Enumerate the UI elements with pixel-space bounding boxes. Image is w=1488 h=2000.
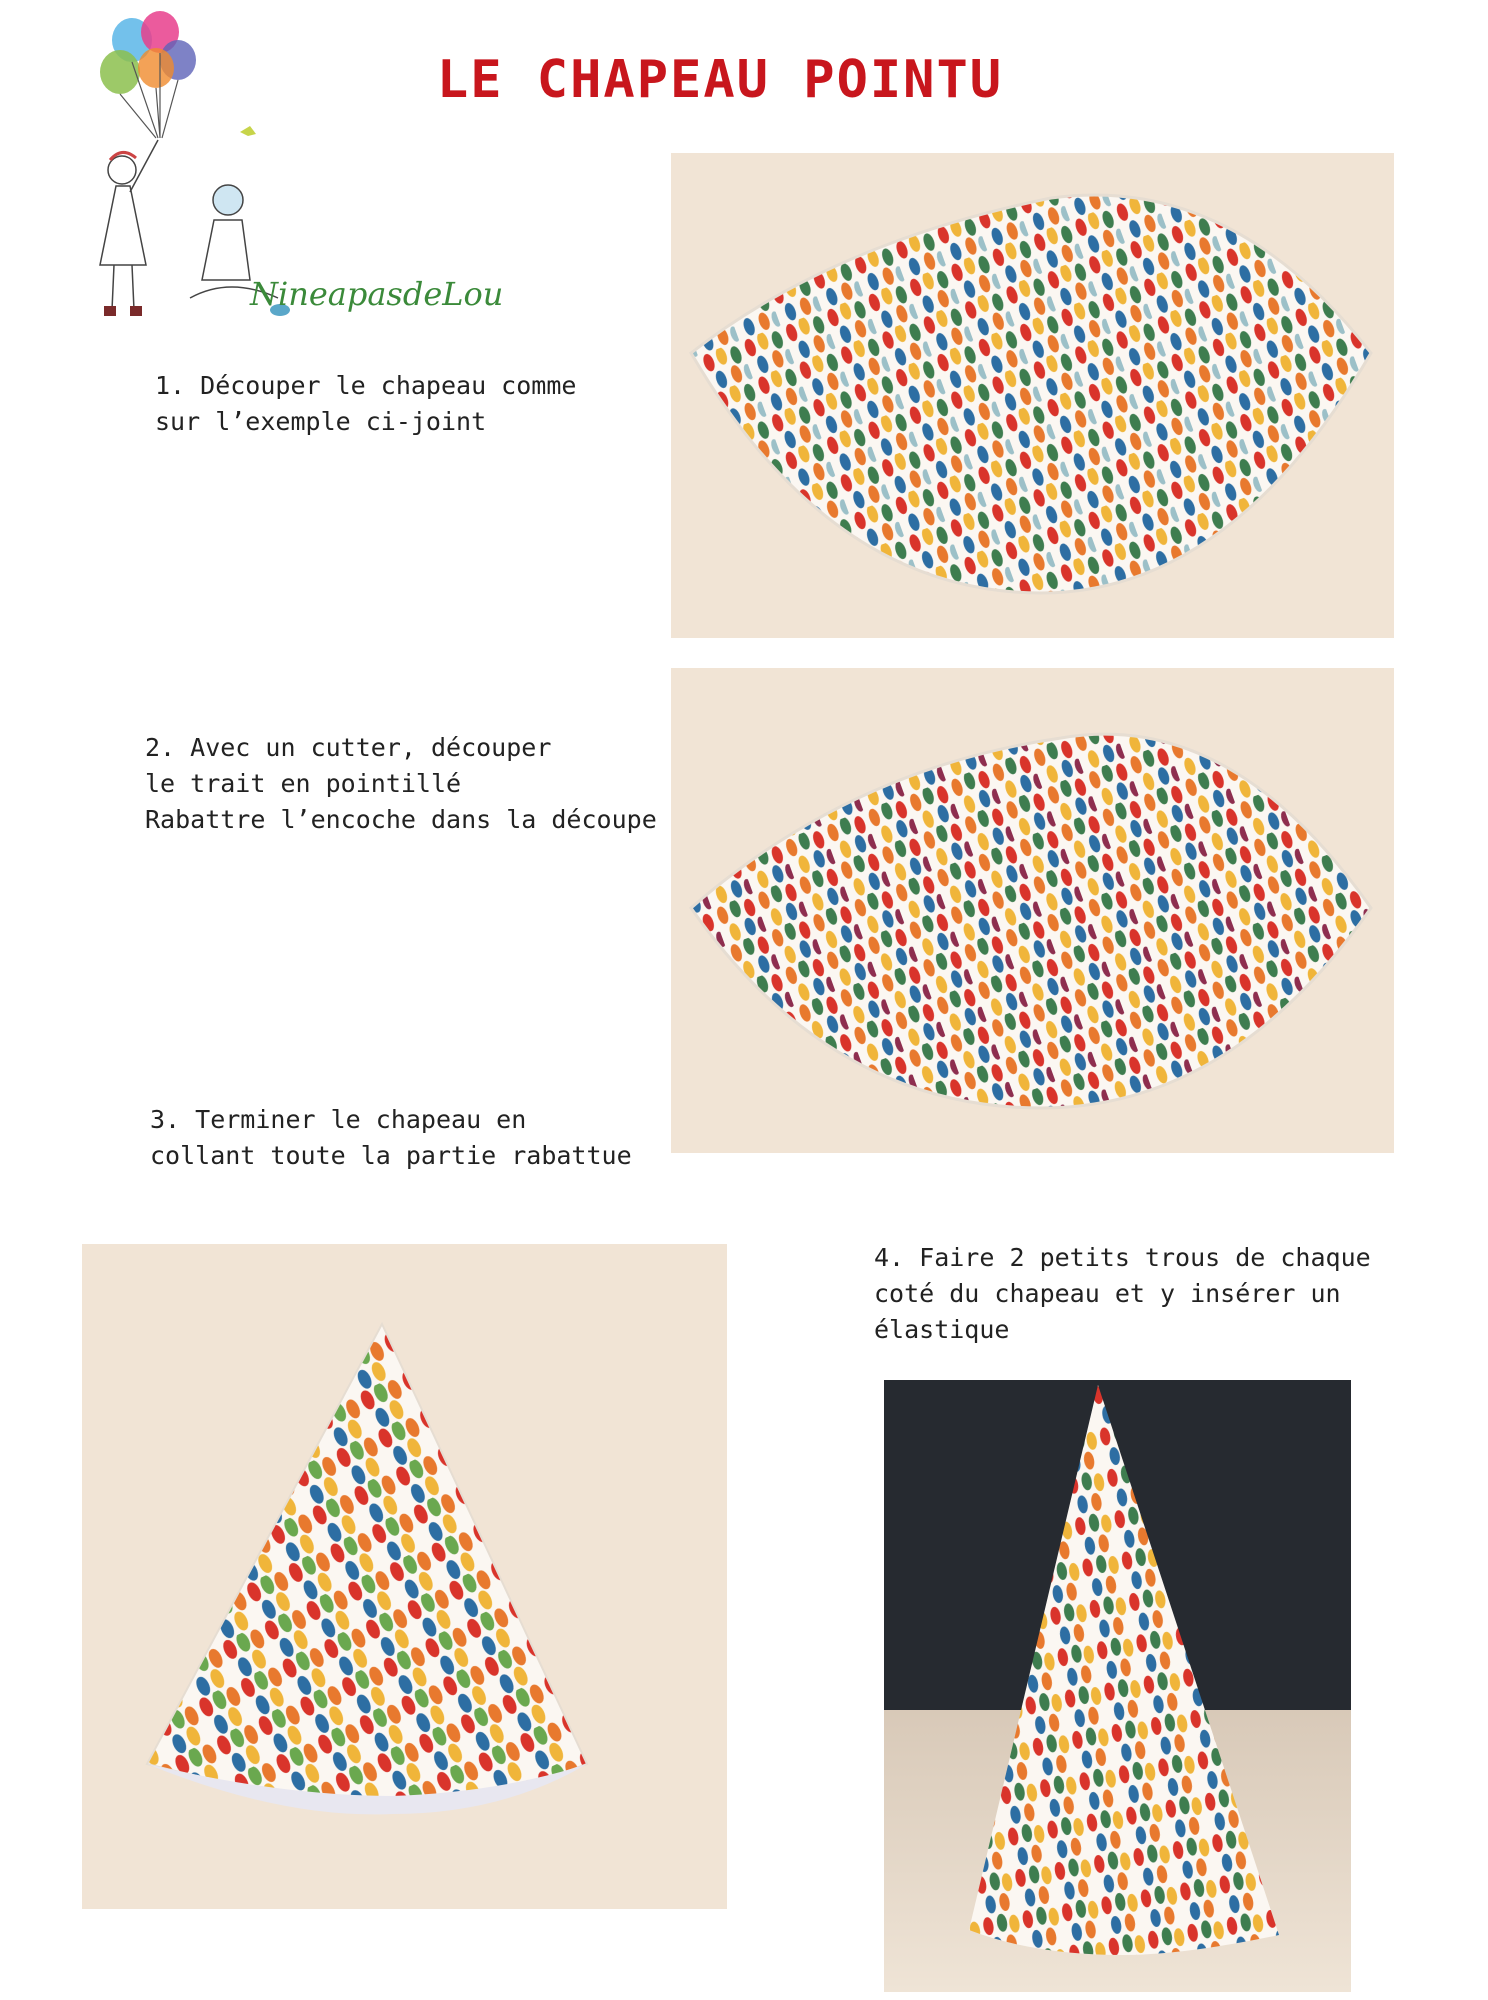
step-2-text: 2. Avec un cutter, découper le trait en pointillé Rabattre l’encoche dans la découpe — [145, 733, 657, 834]
step-4-text: 4. Faire 2 petits trous de chaque coté du chapeau et y insérer un élastique — [874, 1243, 1371, 1344]
step-3-text: 3. Terminer le chapeau en collant toute la partie rabattue — [150, 1105, 632, 1170]
photo-step-4-finished — [884, 1380, 1351, 1992]
step-1-text: 1. Découper le chapeau comme sur l’exemple ci-joint — [155, 371, 577, 436]
photo-step-2-notch — [671, 668, 1394, 1153]
logo-text: NineapasdeLou — [250, 275, 504, 313]
page-title: LE CHAPEAU POINTU — [436, 50, 1004, 110]
photo-step-3-assembled — [82, 1244, 727, 1909]
photo-step-1-cutout — [671, 153, 1394, 638]
